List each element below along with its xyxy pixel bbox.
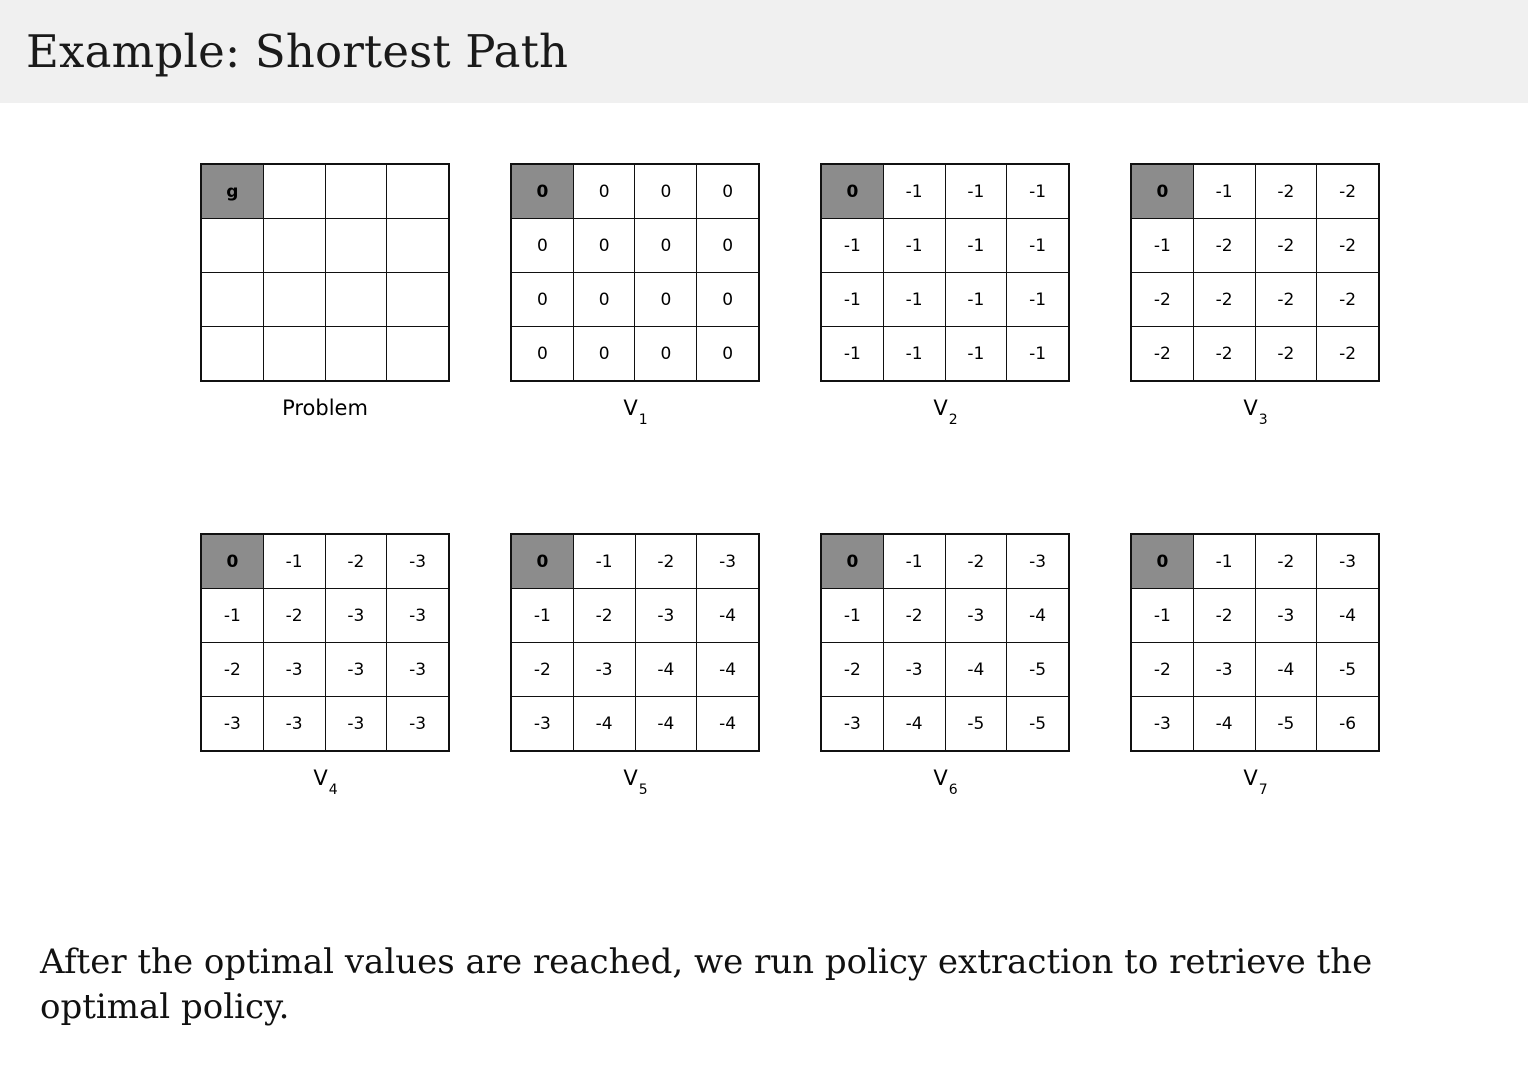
- grid-row: [821, 643, 1069, 697]
- grid-row: [201, 164, 449, 219]
- grid-cell-goal: 0: [511, 164, 573, 219]
- grid-row-bottom: [0, 533, 1528, 799]
- grid-cell: 0: [635, 219, 697, 273]
- grid-cell: 0: [573, 219, 635, 273]
- grid-cell: -4: [945, 643, 1007, 697]
- grid-cell: -2: [1255, 219, 1317, 273]
- grid-cell: [387, 327, 449, 382]
- grid-cell: -3: [325, 589, 387, 643]
- grid-cell: -1: [883, 219, 945, 273]
- grid-cell: 0: [697, 219, 759, 273]
- page-title: Example: Shortest Path: [26, 25, 569, 78]
- grid-table-v7: [1130, 533, 1380, 752]
- grid-row: [1131, 327, 1379, 382]
- grid-cell: -2: [883, 589, 945, 643]
- grid-caption-sub: 1: [638, 412, 648, 429]
- grid-cell: -6: [1317, 697, 1379, 752]
- grid-cell: -4: [697, 643, 759, 697]
- grid-cell: -3: [325, 697, 387, 752]
- grid-caption-v1: [623, 396, 648, 429]
- grid-cell: -4: [697, 589, 759, 643]
- grid-row: [1131, 273, 1379, 327]
- grid-cell: -3: [201, 697, 263, 752]
- grid-row: [511, 219, 759, 273]
- grid-cell: -1: [1131, 589, 1193, 643]
- grid-row: [1131, 697, 1379, 752]
- grid-cell: -1: [263, 534, 325, 589]
- grid-caption-v4: [313, 766, 338, 799]
- grid-block-v5: [510, 533, 760, 799]
- grid-cell: 0: [635, 327, 697, 382]
- grid-cell: -3: [1131, 697, 1193, 752]
- grid-caption-main: V: [623, 766, 638, 791]
- grid-cell: [387, 219, 449, 273]
- grid-cell: [201, 219, 263, 273]
- grid-cell: -1: [945, 219, 1007, 273]
- grid-cell: -1: [821, 589, 883, 643]
- grid-cell: [263, 219, 325, 273]
- grid-cell: -1: [1007, 327, 1069, 382]
- grid-caption-v5: [623, 766, 648, 799]
- grid-cell: [201, 273, 263, 327]
- grid-cell: -2: [1131, 327, 1193, 382]
- grid-cell: -2: [1193, 219, 1255, 273]
- grid-cell: -3: [821, 697, 883, 752]
- grid-cell: -2: [1317, 273, 1379, 327]
- grid-row: [1131, 589, 1379, 643]
- grid-caption-v3: [1243, 396, 1268, 429]
- grid-cell: -3: [697, 534, 759, 589]
- grid-row: [201, 697, 449, 752]
- grid-block-v7: [1130, 533, 1380, 799]
- grid-cell: -2: [1255, 273, 1317, 327]
- grid-cell: 0: [573, 327, 635, 382]
- grid-cell: -1: [1193, 534, 1255, 589]
- grid-cell: -1: [511, 589, 573, 643]
- grid-row: [511, 273, 759, 327]
- grid-row: [201, 643, 449, 697]
- grid-table-v6: [820, 533, 1070, 752]
- body-text: After the optimal values are reached, we run policy extraction to retrieve the optimal policy.: [40, 942, 1373, 1027]
- grid-row: [201, 589, 449, 643]
- grid-cell: -2: [1255, 164, 1317, 219]
- grid-row: [201, 219, 449, 273]
- grid-cell: -4: [635, 697, 697, 752]
- grid-cell: -1: [883, 327, 945, 382]
- grid-row: [1131, 643, 1379, 697]
- grid-cell: -2: [1193, 273, 1255, 327]
- grid-block-v3: [1130, 163, 1380, 429]
- grid-cell: -1: [945, 327, 1007, 382]
- grid-cell: -3: [263, 697, 325, 752]
- grid-cell: -2: [1255, 327, 1317, 382]
- grid-table-v3: [1130, 163, 1380, 382]
- grid-caption-v2: [933, 396, 958, 429]
- grid-caption-main: V: [933, 396, 948, 420]
- grid-cell: -3: [1193, 643, 1255, 697]
- grid-cell: -4: [1193, 697, 1255, 752]
- grid-cell: 0: [511, 273, 573, 327]
- grid-cell: -2: [1317, 164, 1379, 219]
- grid-row: [821, 273, 1069, 327]
- grid-cell-goal: 0: [511, 534, 573, 589]
- grid-table-v4: [200, 533, 450, 752]
- grid-cell: -2: [1131, 273, 1193, 327]
- grid-cell: -4: [1255, 643, 1317, 697]
- grid-cell: -3: [883, 643, 945, 697]
- grid-caption-sub: 3: [1258, 412, 1268, 429]
- grid-cell: -4: [883, 697, 945, 752]
- grid-row-top: [0, 163, 1528, 429]
- grid-cell: -1: [883, 534, 945, 589]
- grid-cell: -2: [1131, 643, 1193, 697]
- grid-row: [511, 164, 759, 219]
- grid-cell: -3: [635, 589, 697, 643]
- grid-cell: -3: [387, 534, 449, 589]
- grid-row: [1131, 164, 1379, 219]
- grid-cell: 0: [697, 327, 759, 382]
- grid-cell-goal: 0: [821, 534, 883, 589]
- grid-row: [511, 589, 759, 643]
- grid-table-v1: [510, 163, 760, 382]
- grid-cell: 0: [635, 273, 697, 327]
- grid-cell: -3: [511, 697, 573, 752]
- grid-cell: 0: [697, 273, 759, 327]
- grid-row: [821, 327, 1069, 382]
- grid-cell: -2: [821, 643, 883, 697]
- grid-caption-sub: 6: [948, 782, 958, 799]
- grid-cell: -1: [821, 273, 883, 327]
- grid-cell: 0: [511, 219, 573, 273]
- grid-cell: [325, 164, 387, 219]
- grid-row: [201, 273, 449, 327]
- grid-cell: -4: [573, 697, 635, 752]
- grid-row: [511, 643, 759, 697]
- grid-cell: -2: [511, 643, 573, 697]
- grid-caption-sub: 4: [328, 782, 338, 799]
- grid-cell: [201, 327, 263, 382]
- grid-cell: -4: [697, 697, 759, 752]
- grid-caption-v7: [1243, 766, 1268, 799]
- grid-cell: -5: [945, 697, 1007, 752]
- grid-cell: -4: [1007, 589, 1069, 643]
- grid-cell: -2: [325, 534, 387, 589]
- grid-caption-main: V: [1243, 766, 1258, 791]
- grid-row: [821, 589, 1069, 643]
- grid-block-v2: [820, 163, 1070, 429]
- grid-cell-goal: 0: [821, 164, 883, 219]
- grid-cell: -1: [1007, 219, 1069, 273]
- grid-caption-main: V: [623, 396, 638, 420]
- grid-row: [821, 534, 1069, 589]
- grid-cell: 0: [697, 164, 759, 219]
- grid-cell: -1: [1007, 273, 1069, 327]
- grid-cell: -3: [1317, 534, 1379, 589]
- grid-row: [511, 697, 759, 752]
- grid-cell: -4: [635, 643, 697, 697]
- grid-cell: [263, 327, 325, 382]
- grid-cell: -3: [1255, 589, 1317, 643]
- grid-cell: -5: [1007, 643, 1069, 697]
- grid-cell: -1: [883, 273, 945, 327]
- grid-cell: -2: [945, 534, 1007, 589]
- grid-caption-main: V: [933, 766, 948, 791]
- grid-cell: -5: [1007, 697, 1069, 752]
- grid-caption-main: V: [1243, 396, 1258, 420]
- grid-cell: -3: [325, 643, 387, 697]
- grid-cell: -3: [387, 697, 449, 752]
- grid-row: [821, 697, 1069, 752]
- grid-cell: -3: [573, 643, 635, 697]
- grid-cell: -5: [1255, 697, 1317, 752]
- grid-cell: -3: [945, 589, 1007, 643]
- grid-caption-main: Problem: [282, 396, 368, 420]
- grid-table-v5: [510, 533, 760, 752]
- grid-cell: [387, 164, 449, 219]
- grid-cell: -3: [387, 643, 449, 697]
- grid-cell: -2: [635, 534, 697, 589]
- grid-cell: -1: [1131, 219, 1193, 273]
- grid-caption-main: V: [313, 766, 328, 791]
- grid-table-v2: [820, 163, 1070, 382]
- grid-row: [1131, 219, 1379, 273]
- grid-cell: [325, 273, 387, 327]
- grid-cell: -1: [945, 273, 1007, 327]
- grid-row: [511, 327, 759, 382]
- grid-block-v4: [200, 533, 450, 799]
- grid-cell: [263, 273, 325, 327]
- grid-cell: -1: [1193, 164, 1255, 219]
- grid-cell: 0: [635, 164, 697, 219]
- grid-row: [821, 164, 1069, 219]
- grid-caption-sub: 7: [1258, 782, 1268, 799]
- grid-cell: -2: [1255, 534, 1317, 589]
- grid-cell: [387, 273, 449, 327]
- grid-row: [201, 534, 449, 589]
- grid-cell: -1: [883, 164, 945, 219]
- grid-cell: -3: [263, 643, 325, 697]
- grid-table-problem: [200, 163, 450, 382]
- grid-block-v1: [510, 163, 760, 429]
- grid-row: [821, 219, 1069, 273]
- grid-cell: -2: [1193, 589, 1255, 643]
- grid-cell: -1: [821, 219, 883, 273]
- grid-row: [511, 534, 759, 589]
- grid-cell: [263, 164, 325, 219]
- slide-header: [0, 0, 1528, 103]
- grid-cell: [325, 327, 387, 382]
- grid-cell: 0: [573, 273, 635, 327]
- value-iteration-grids: [0, 103, 1528, 799]
- grid-cell: -1: [945, 164, 1007, 219]
- grid-cell: -1: [1007, 164, 1069, 219]
- grid-cell: 0: [573, 164, 635, 219]
- grid-cell: -3: [1007, 534, 1069, 589]
- grid-cell: -3: [387, 589, 449, 643]
- grid-cell: -2: [1317, 327, 1379, 382]
- grid-cell: [325, 219, 387, 273]
- grid-cell: -4: [1317, 589, 1379, 643]
- grid-caption-problem: [282, 398, 368, 423]
- grid-cell-goal: 0: [1131, 534, 1193, 589]
- grid-row: [1131, 534, 1379, 589]
- grid-cell: -1: [573, 534, 635, 589]
- grid-cell: -5: [1317, 643, 1379, 697]
- grid-cell: -2: [1193, 327, 1255, 382]
- grid-cell: -2: [201, 643, 263, 697]
- grid-cell-goal: 0: [201, 534, 263, 589]
- grid-block-problem: [200, 163, 450, 423]
- grid-cell: -1: [201, 589, 263, 643]
- grid-cell: -2: [573, 589, 635, 643]
- grid-cell-goal: 0: [1131, 164, 1193, 219]
- grid-cell: -2: [1317, 219, 1379, 273]
- grid-caption-sub: 5: [638, 782, 648, 799]
- grid-cell-goal: g: [201, 164, 263, 219]
- grid-caption-v6: [933, 766, 958, 799]
- grid-cell: -1: [821, 327, 883, 382]
- grid-cell: 0: [511, 327, 573, 382]
- grid-block-v6: [820, 533, 1070, 799]
- grid-row: [201, 327, 449, 382]
- grid-cell: -2: [263, 589, 325, 643]
- grid-caption-sub: 2: [948, 412, 958, 429]
